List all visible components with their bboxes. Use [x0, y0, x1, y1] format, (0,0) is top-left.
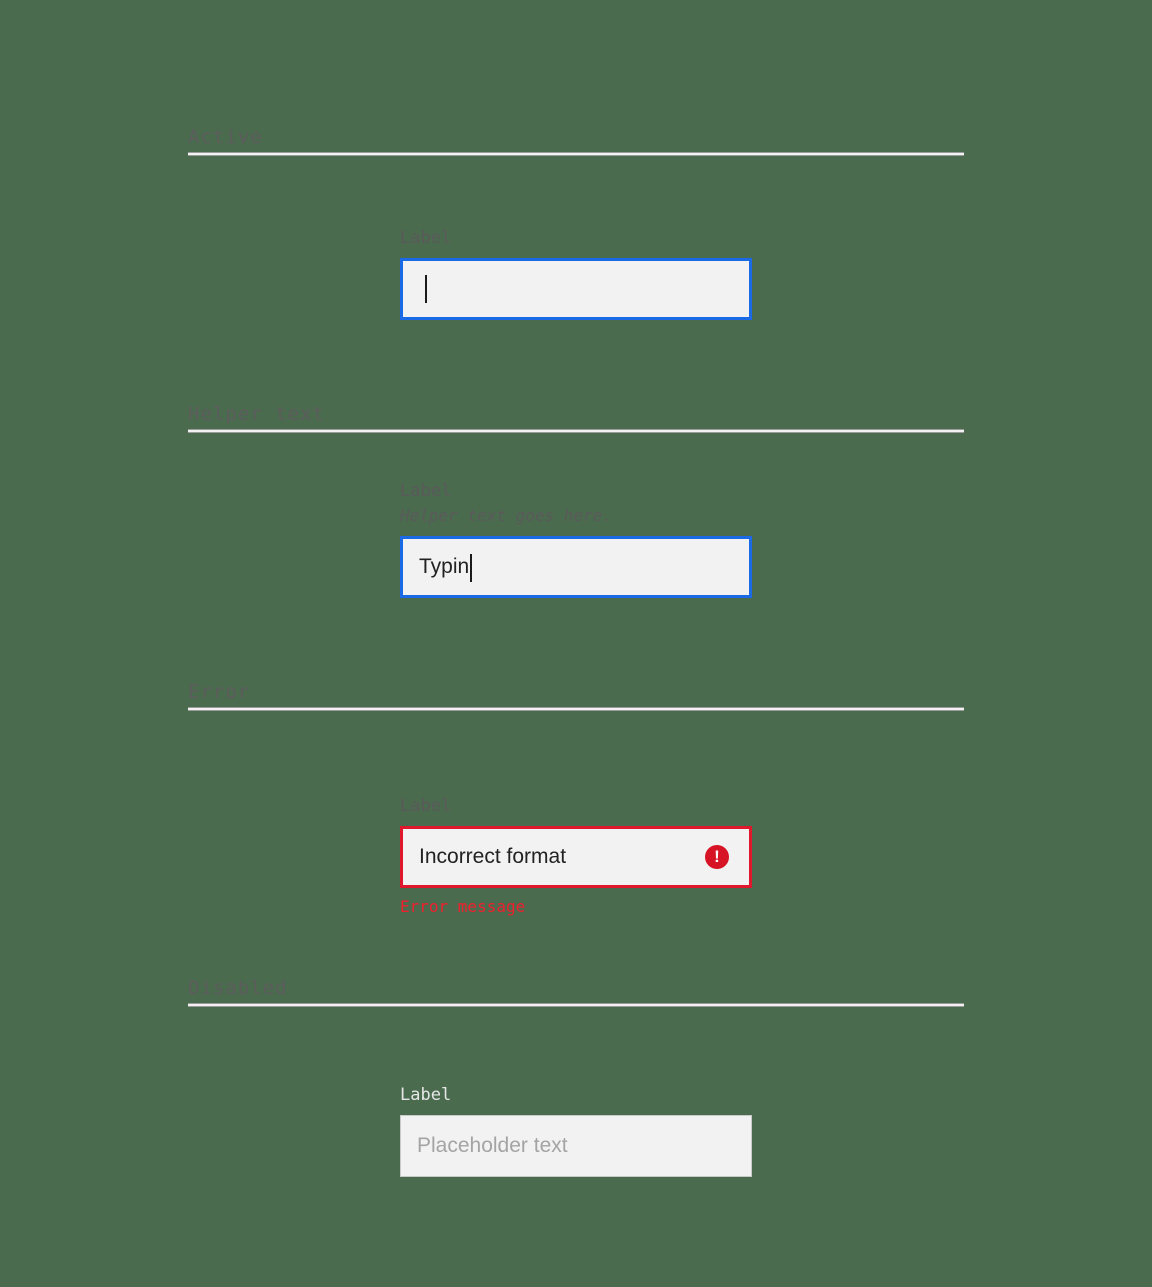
section-header: [188, 681, 964, 711]
text-input-error[interactable]: [400, 826, 752, 888]
section-divider: [188, 707, 964, 711]
section-helper-text: [0, 403, 1152, 433]
section-header: [188, 403, 964, 433]
field-helper-text: Helper text goes here.: [400, 506, 612, 525]
text-input-value: Typin: [419, 555, 470, 578]
text-input-typing[interactable]: [400, 536, 752, 598]
field-label: Label: [400, 481, 452, 501]
text-field-error: [400, 796, 752, 917]
exclamation-icon: !: [705, 845, 729, 869]
text-input-value: Incorrect format: [419, 845, 567, 868]
text-cursor: [470, 554, 472, 582]
section-error: [0, 681, 1152, 711]
section-divider: [188, 152, 964, 156]
section-divider: [188, 1003, 964, 1007]
section-title: Disabled: [188, 977, 288, 999]
field-label: Label: [400, 796, 452, 816]
text-cursor: [425, 275, 427, 303]
text-field-helper: [400, 481, 752, 598]
section-active: [0, 126, 1152, 156]
field-label: Label: [400, 1085, 452, 1105]
section-divider: [188, 429, 964, 433]
text-field-active: [400, 228, 752, 320]
section-header: [188, 126, 964, 156]
field-error-message: Error message: [400, 897, 526, 916]
section-header: [188, 977, 964, 1007]
text-input-disabled: [400, 1115, 752, 1177]
section-disabled: [0, 977, 1152, 1007]
section-title: Active: [188, 126, 263, 148]
text-field-disabled: [400, 1085, 752, 1177]
text-input-placeholder: Placeholder text: [417, 1134, 568, 1157]
section-title: Helper text: [188, 403, 325, 425]
section-title: Error: [188, 681, 251, 703]
text-input-active[interactable]: [400, 258, 752, 320]
field-label: Label: [400, 228, 452, 248]
